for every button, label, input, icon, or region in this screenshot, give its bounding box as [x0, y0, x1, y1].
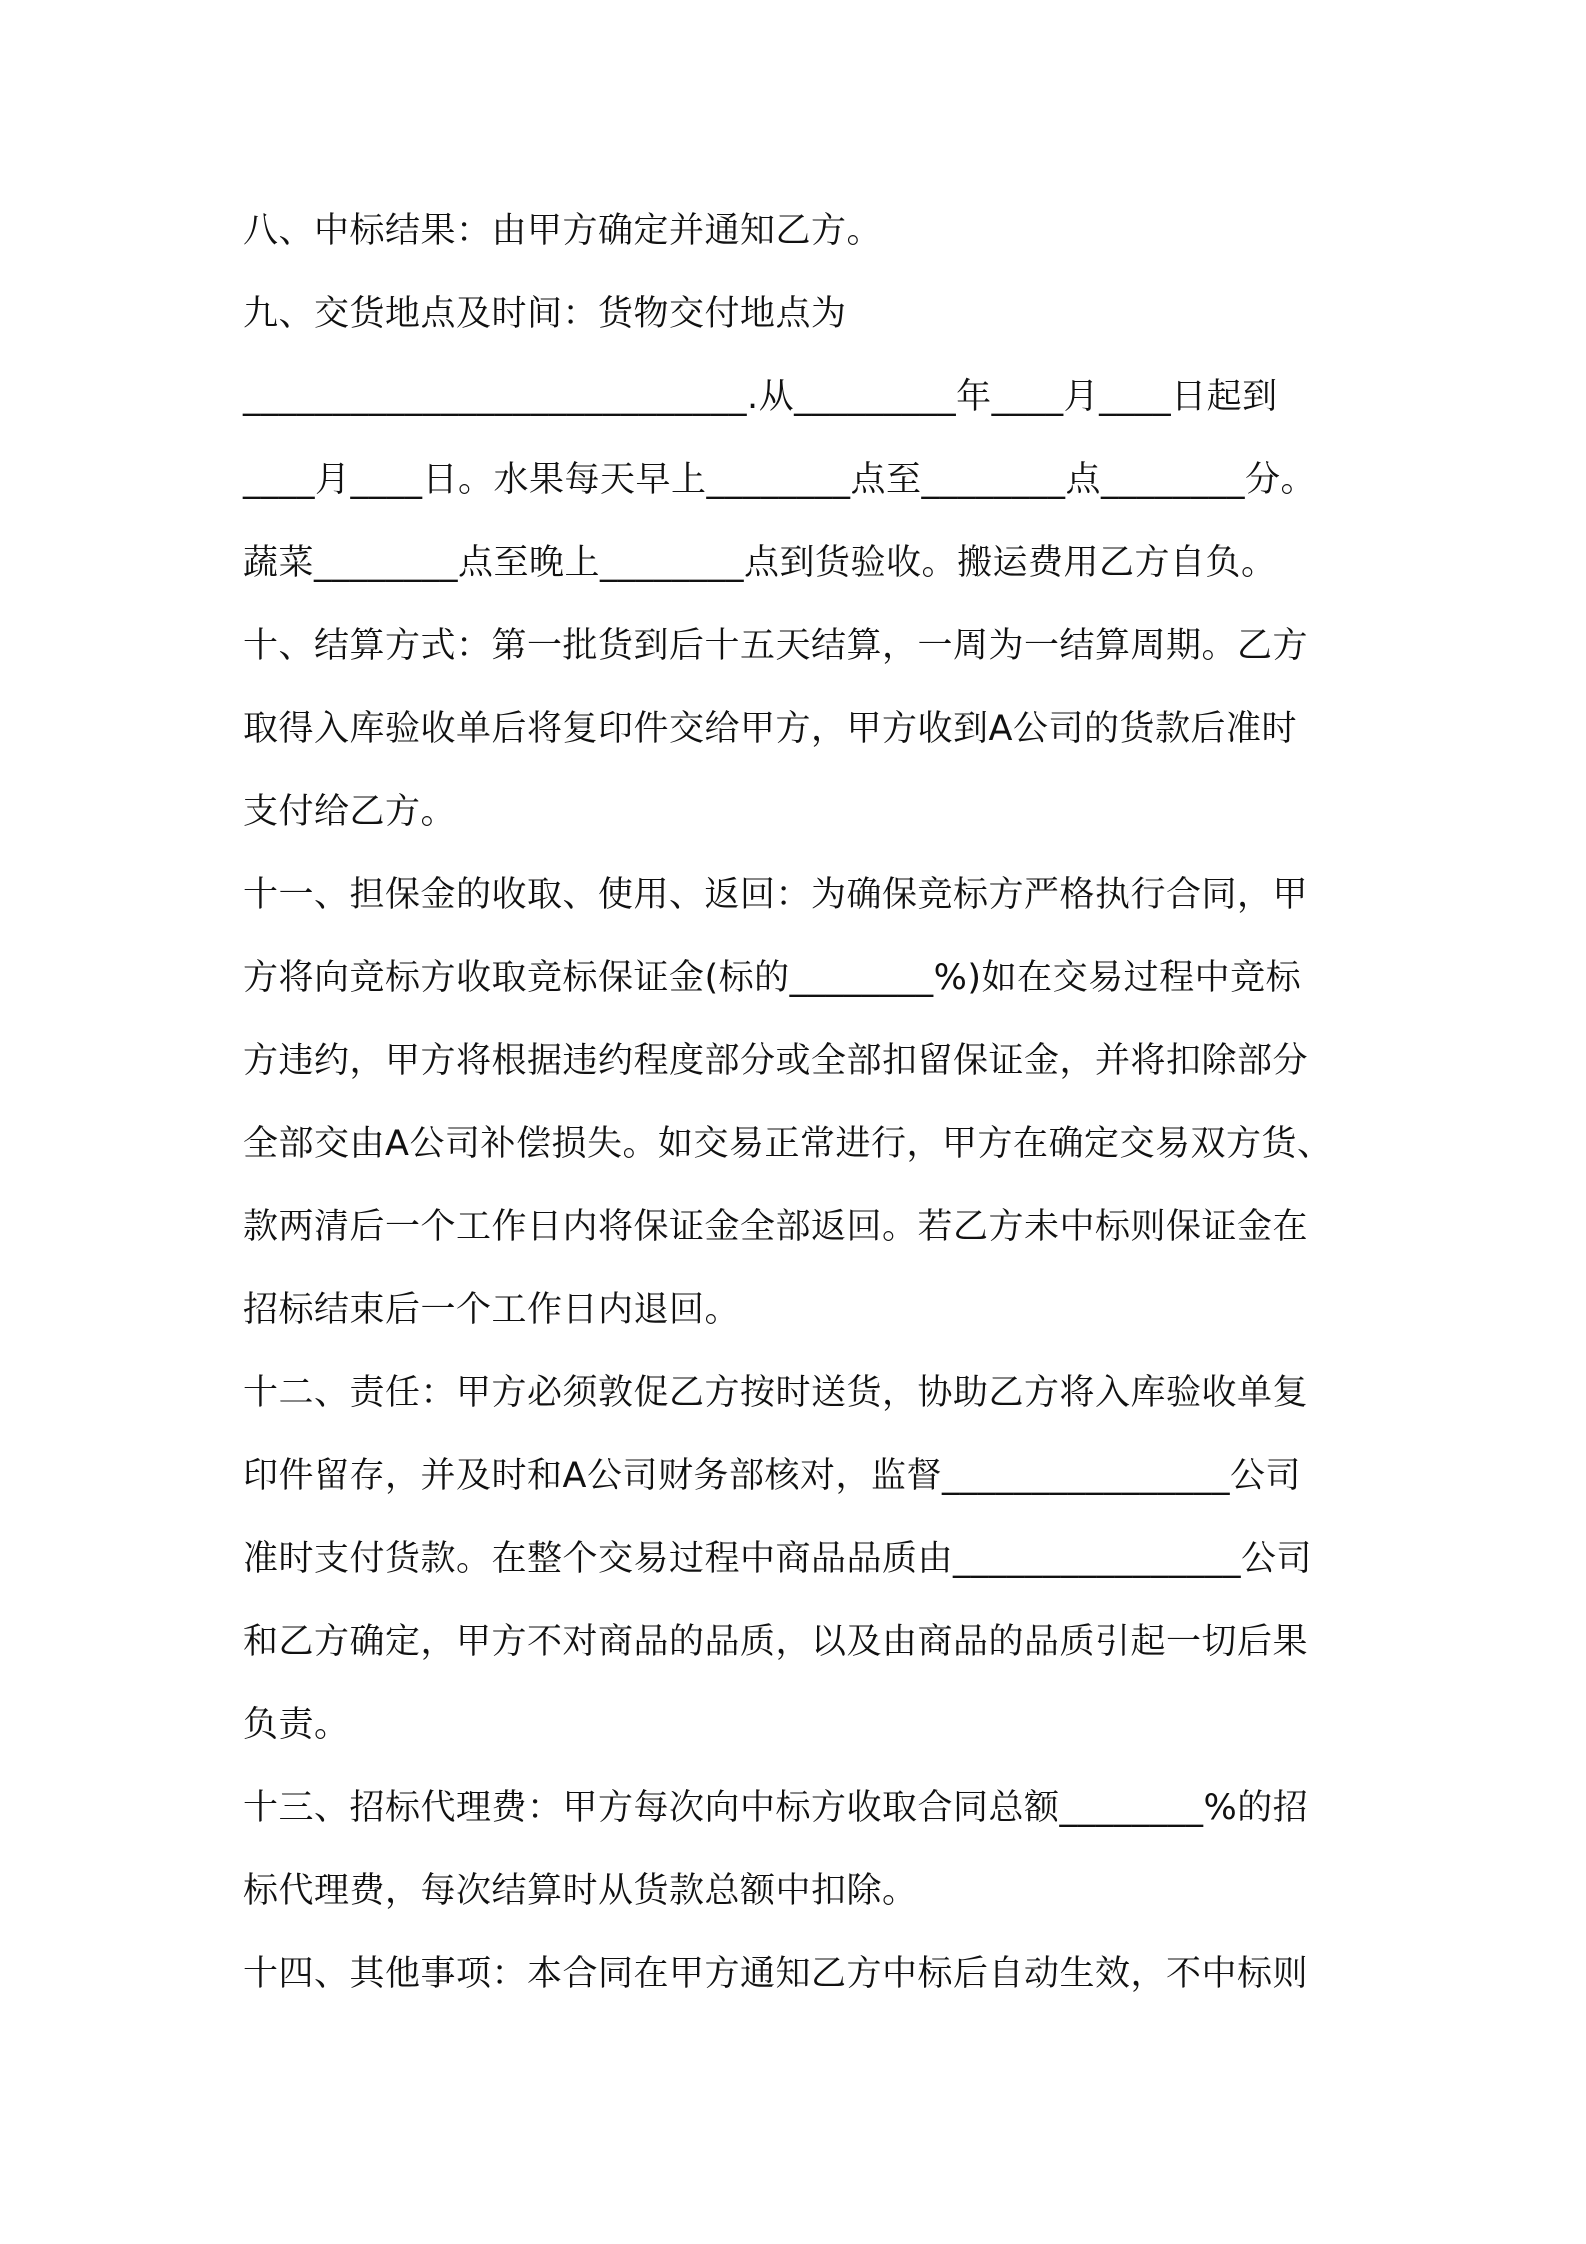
text-line: 方将向竞标方收取竞标保证金(标的________%)如在交易过程中竞标 [243, 958, 1302, 998]
text-line: 准时支付货款。在整个交易过程中商品品质由________________公司 [243, 1539, 1313, 1579]
text-line: 十一、担保金的收取、使用、返回：为确保竞标方严格执行合同，甲 [243, 875, 1309, 915]
text-line: 八、中标结果：由甲方确定并通知乙方。 [243, 211, 883, 251]
text-line: 十、结算方式：第一批货到后十五天结算，一周为一结算周期。乙方 [243, 626, 1309, 666]
text-line: ____月____日。水果每天早上________点至________点________分。 [243, 460, 1317, 500]
text-line: 取得入库验收单后将复印件交给甲方，甲方收到A公司的货款后准时 [243, 709, 1297, 749]
text-line: 十三、招标代理费：甲方每次向中标方收取合同总额________%的招 [243, 1788, 1309, 1828]
text-line: 全部交由A公司补偿损失。如交易正常进行，甲方在确定交易双方货、 [243, 1124, 1333, 1164]
text-line: 方违约，甲方将根据违约程度部分或全部扣留保证金，并将扣除部分 [243, 1041, 1309, 1081]
contract-text [243, 200, 1363, 2026]
text-line: 负责。 [243, 1705, 350, 1745]
text-line: 支付给乙方。 [243, 792, 457, 832]
text-line: 款两清后一个工作日内将保证金全部返回。若乙方未中标则保证金在 [243, 1207, 1309, 1247]
text-line: 九、交货地点及时间：货物交付地点为 [243, 294, 847, 334]
text-line: 十四、其他事项：本合同在甲方通知乙方中标后自动生效，不中标则 [243, 1954, 1309, 1994]
text-line: 和乙方确定，甲方不对商品的品质，以及由商品的品质引起一切后果 [243, 1622, 1309, 1662]
text-line: 蔬菜________点至晚上________点到货验收。搬运费用乙方自负。 [243, 543, 1277, 583]
text-line: 印件留存，并及时和A公司财务部核对，监督________________公司 [243, 1456, 1301, 1496]
text-line: 标代理费，每次结算时从货款总额中扣除。 [243, 1871, 918, 1911]
text-line: 招标结束后一个工作日内退回。 [243, 1290, 741, 1330]
text-line: 十二、责任：甲方必须敦促乙方按时送货，协助乙方将入库验收单复 [243, 1373, 1309, 1413]
text-line: ____________________________.从_________年____月____日起到 [243, 377, 1278, 417]
